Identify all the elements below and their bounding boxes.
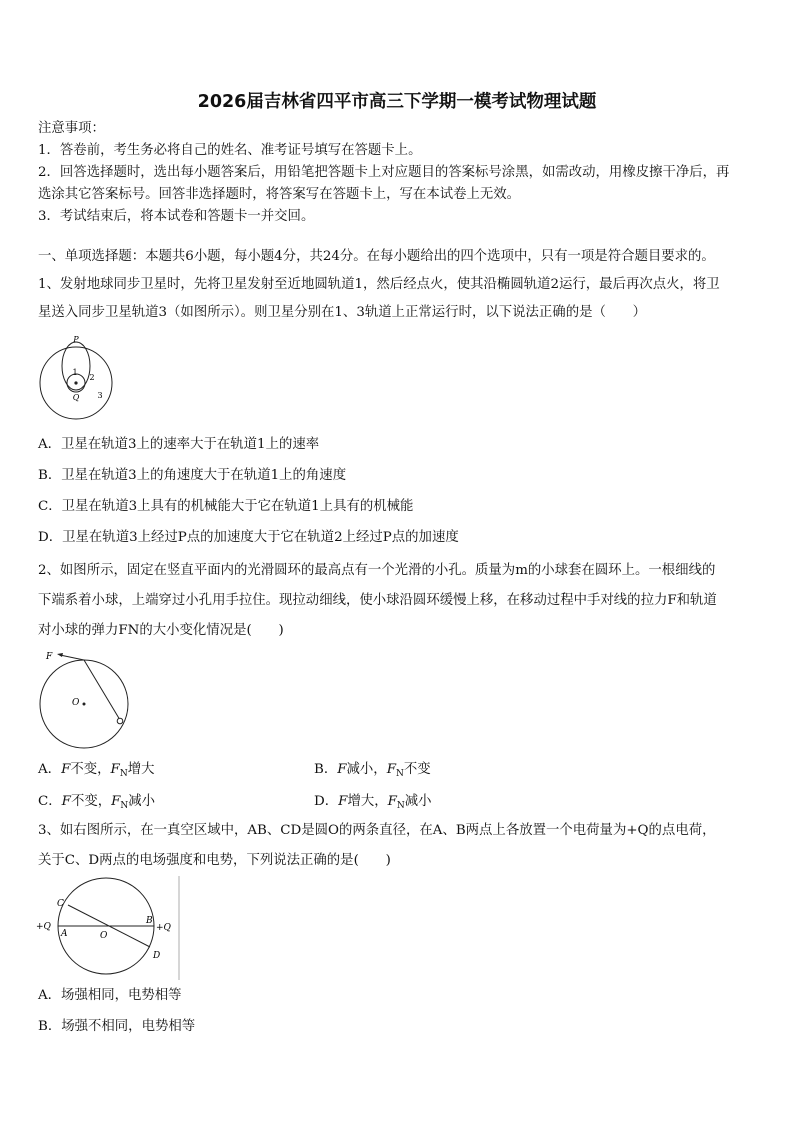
question-3-line: 关于C、D两点的电场强度和电势，下列说法正确的是( ) [38,853,391,868]
option-a: A．卫星在轨道3上的速率大于在轨道1上的速率 [38,437,320,452]
charge-right-label: +Q [156,923,171,933]
center-o-label: O [100,931,108,941]
circle-charge-diagram [34,874,184,982]
option-b: B．场强不相同，电势相等 [38,1019,196,1034]
center-o-label: O [72,698,80,708]
question-1-line: 1、发射地球同步卫星时，先将卫星发射至近地圆轨道1，然后经点火，使其沿椭圆轨道2运行，最后再次点火，将卫 [38,277,720,292]
orbit-2-label: 2 [89,373,95,382]
option-b: B．F减小，$F_N$不变 [314,762,431,779]
arrow-head-icon [57,653,63,657]
notice-item: 2．回答选择题时，选出每小题答案后，用铅笔把答题卡上对应题目的答案标号涂黑，如需改动，用橡皮擦干净后，再 [38,165,730,180]
point-a-label: A [61,929,68,939]
option-d: D．卫星在轨道3上经过P点的加速度大于它在轨道2上经过P点的加速度 [38,530,459,545]
notice-heading: 注意事项： [38,121,105,136]
ring-diagram [38,646,134,750]
point-b-label: B [146,916,153,926]
pull-force-line [60,655,84,660]
orbit-1-label: 1 [72,368,78,377]
point-q-label: Q [72,393,80,402]
point-p-label: P [73,336,79,344]
ball [117,718,123,724]
orbit-diagram [38,336,122,422]
point-c-label: C [57,899,64,909]
question-1-line: 星送入同步卫星轨道3（如图所示）。则卫星分别在1、3轨道上正常运行时，以下说法正确的是（ ） [38,305,647,320]
page-title: 2026届吉林省四平市高三下学期一模考试物理试题 [197,92,597,112]
point-d-label: D [153,951,161,961]
string-line [84,660,120,720]
option-c: C．卫星在轨道3上具有的机械能大于它在轨道1上具有的机械能 [38,499,414,514]
question-3-line: 3、如右图所示，在一真空区域中，AB、CD是圆O的两条直径，在A、B两点上各放置一个电荷量为+Q的点电荷， [38,823,716,838]
option-a: A．场强相同，电势相等 [38,988,182,1003]
charge-left-label: +Q [36,922,51,932]
question-2-line: 对小球的弹力FN的大小变化情况是( ) [38,623,284,638]
force-f-label: F [46,652,53,662]
notice-item: 3．考试结束后，将本试卷和答题卡一并交回。 [38,209,315,224]
orbit-3-label: 3 [97,391,103,400]
option-b: B．卫星在轨道3上的角速度大于在轨道1上的角速度 [38,468,347,483]
question-2-line: 下端系着小球，上端穿过小孔用手拉住。现拉动细线，使小球沿圆环缓慢上移，在移动过程中手对线的拉力F和轨道 [38,593,717,608]
option-a: A．F不变，$F_N$增大 [38,762,155,779]
option-d: D．F增大，$F_N$减小 [314,794,432,811]
question-2-line: 2、如图所示，固定在竖直平面内的光滑圆环的最高点有一个光滑的小孔。质量为m的小球套在圆环上。一根细线的 [38,563,716,578]
option-c: C．F不变，$F_N$减小 [38,794,156,811]
earth-dot [74,381,77,384]
notice-item: 选涂其它答案标号。回答非选择题时，将答案写在答题卡上，写在本试卷上无效。 [38,187,521,202]
center-dot [83,703,86,706]
notice-item: 1．答卷前，考生务必将自己的姓名、准考证号填写在答题卡上。 [38,143,422,158]
section-heading: 一、单项选择题：本题共6小题，每小题4分，共24分。在每小题给出的四个选项中，只有一项是符合题目要求的。 [38,249,715,264]
